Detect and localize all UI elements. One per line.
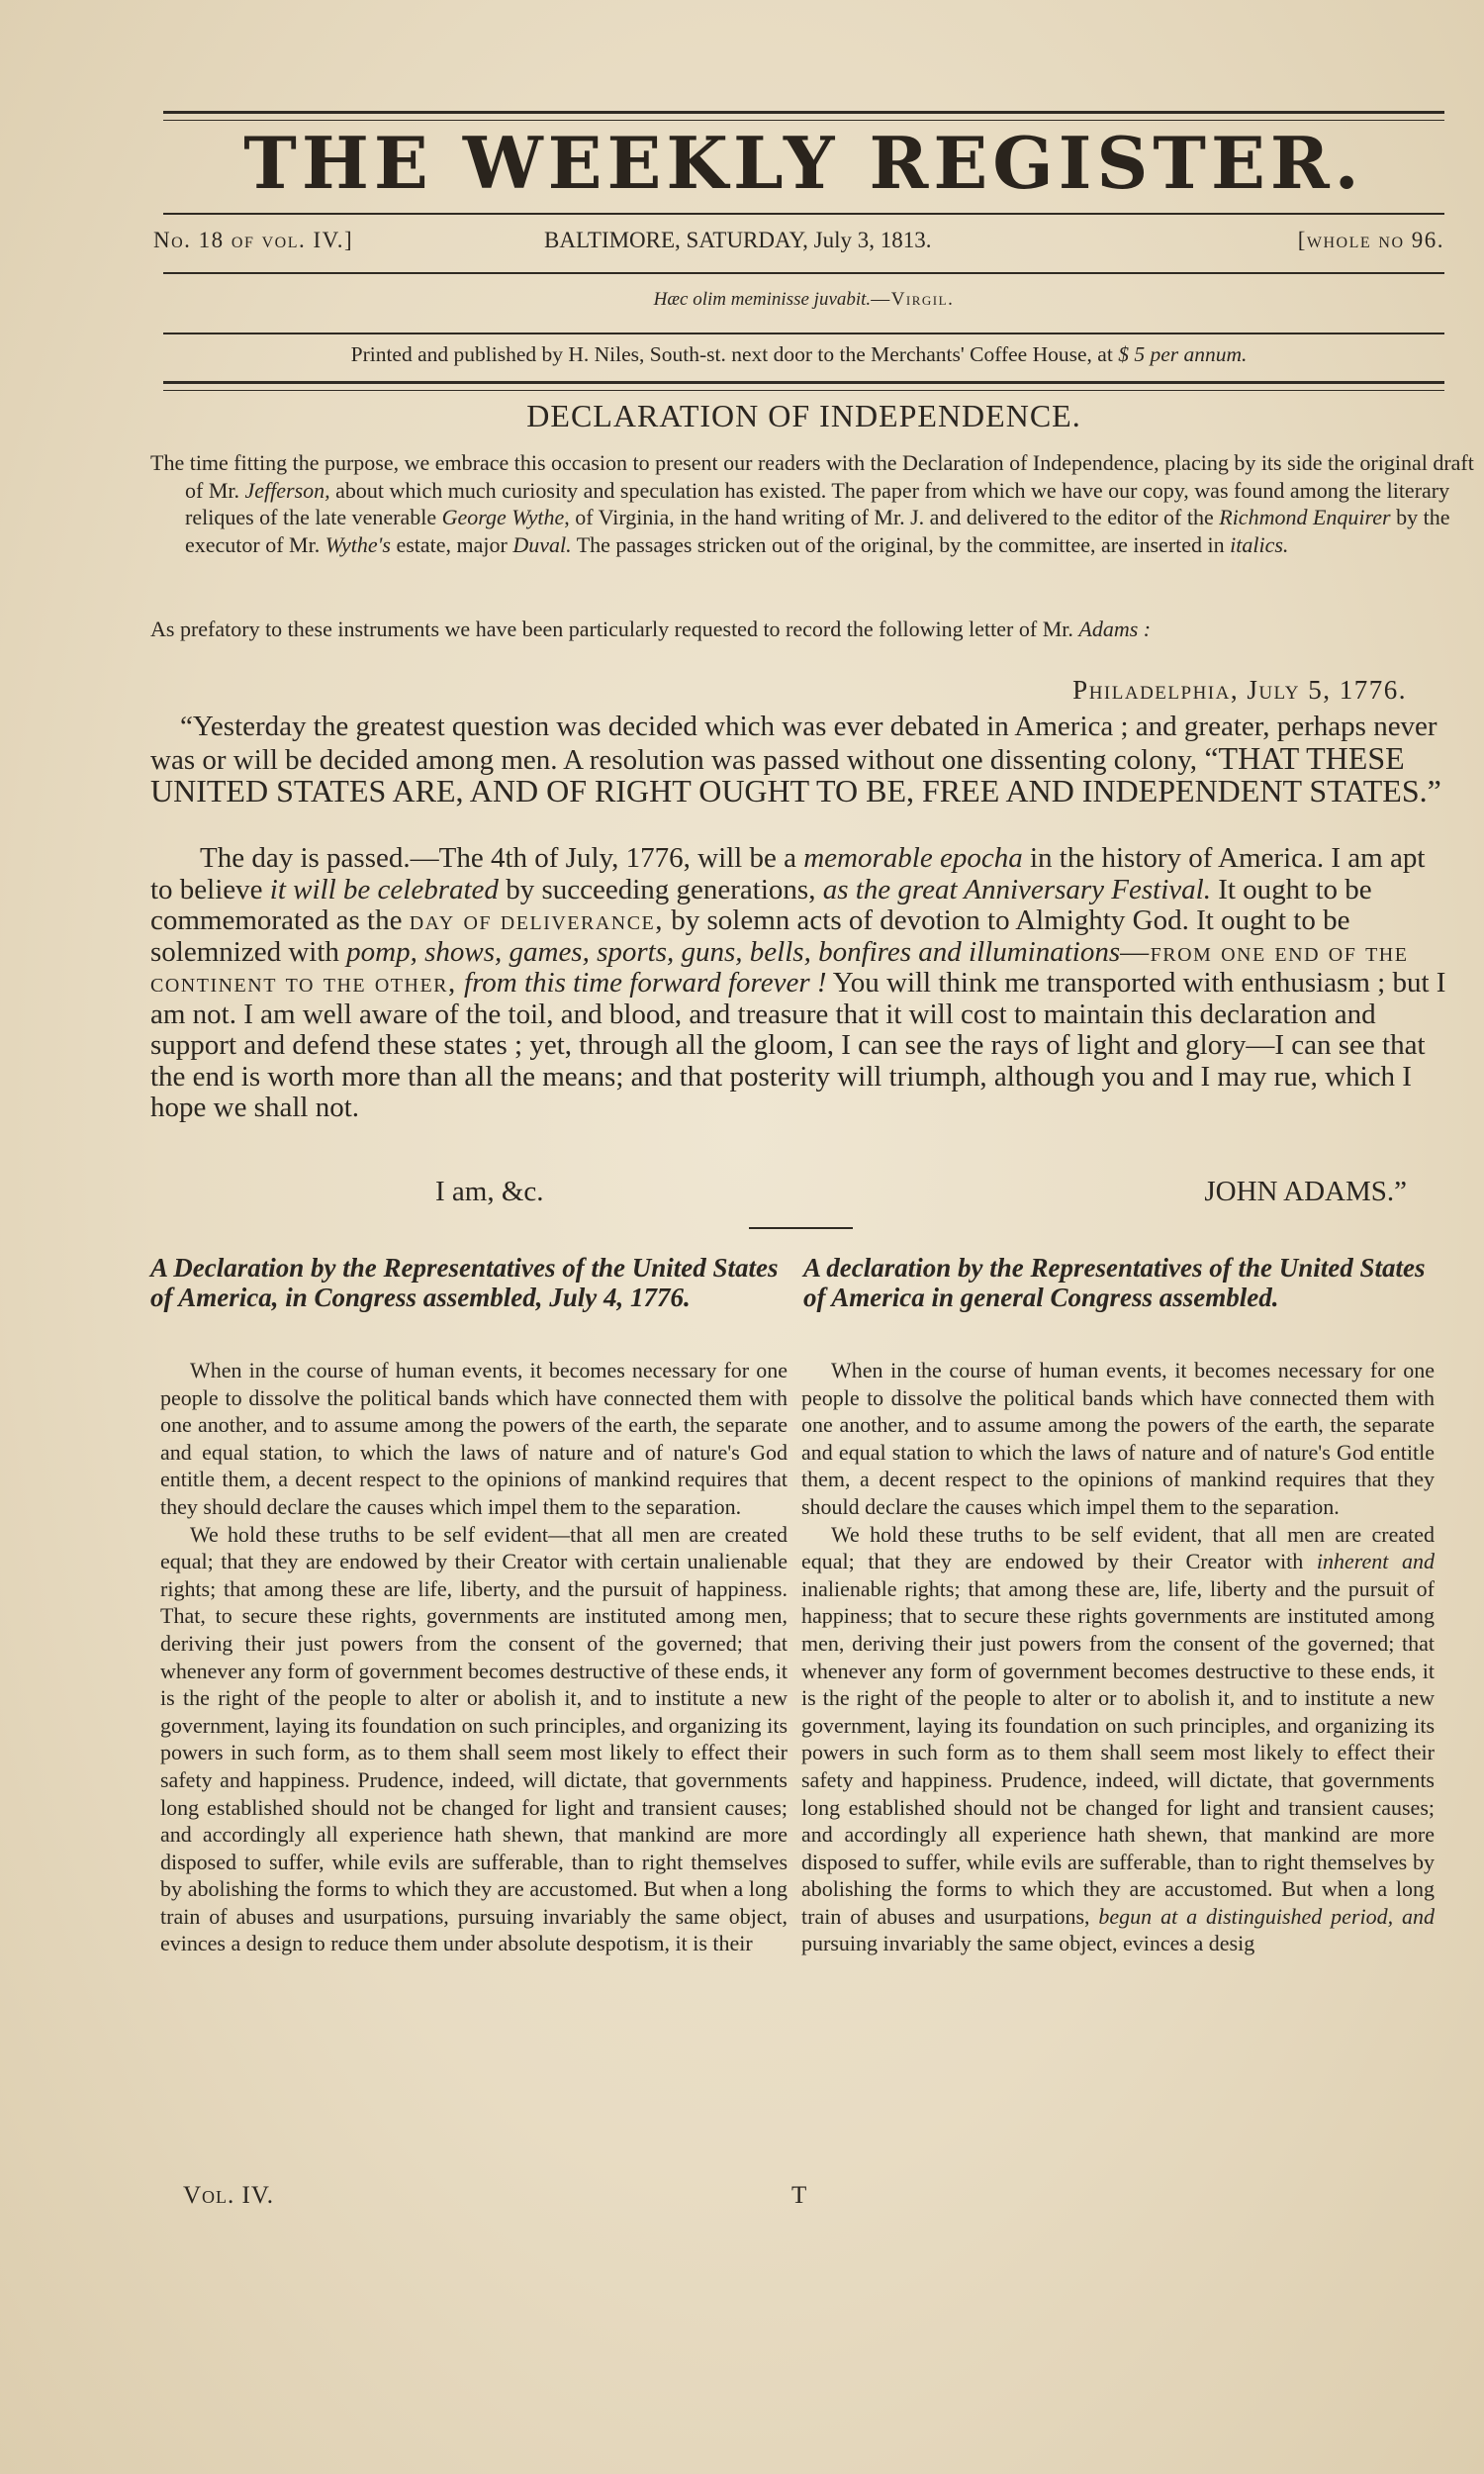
intro-text: by the executor of Mr. xyxy=(185,505,1450,557)
publisher-rule xyxy=(163,381,1444,391)
subscription-price: $ 5 per annum. xyxy=(1118,342,1248,366)
intro-text: estate, major xyxy=(390,531,513,557)
right-column-text xyxy=(801,1357,1435,1957)
letter-text: by solemn acts of devotion to Almighty God. It ought to be solemnized with xyxy=(150,904,1350,968)
right-column-heading: A declaration by the Representatives of the United States of America in general Congress assembled. xyxy=(803,1253,1426,1312)
prefatory-adams: Adams : xyxy=(1078,617,1152,641)
motto-rule xyxy=(163,333,1444,334)
motto-author: —Virgil. xyxy=(871,289,955,310)
issue-line xyxy=(153,228,1444,257)
prefatory-paragraph xyxy=(150,616,1481,643)
letter-closing: I am, &c. xyxy=(435,1176,544,1207)
left-column-text xyxy=(160,1357,788,1957)
letter-text: You will think me transported with enthusiasm ; but I am not. I am well aware of the toil, and blood, and treasure that it will cost to maintain this declaration and support and defend these states ; yet, through all the gloom, I can see the rays of light and glory—I can see that the end is worth more than all the means; and that posterity will triumph, although you and I may rue, which I hope we shall not. xyxy=(150,967,1446,1123)
intro-text: The time fitting the purpose, we embrace this occasion to present our readers with the Declaration of Independence, placing by its side the original draft of Mr. xyxy=(150,450,1474,503)
letter-text: “Yesterday the greatest question was decided which was ever debated in America ; and greater, perhaps never was or will be decided among men. A resolution was passed without one dissenting colony, xyxy=(150,711,1438,776)
right-column-text-run: We hold these truths to be self evident, that all men are created equal; that they are endowed by their Creator with xyxy=(801,1521,1435,1574)
masthead-top-rule xyxy=(163,111,1444,121)
masthead-title: THE WEEKLY REGISTER. xyxy=(243,121,1364,205)
right-column-paragraph-1: When in the course of human events, it becomes necessary for one people to dissolve the political bands which have connected them with one another, and to assume among the powers of the earth, the separate and equal station to which the laws of nature and of nature's God entitle them, a decent respect to the opinions of mankind requires that they should declare the causes which impel them to the separation. xyxy=(801,1358,1435,1519)
section-divider xyxy=(749,1227,853,1229)
letter-emphasis: as the great Anniversary Festival. xyxy=(822,873,1211,905)
letter-dateline: Philadelphia, July 5, 1776. xyxy=(1072,675,1407,705)
letter-text: It ought to be commemorated as the xyxy=(150,873,1372,936)
intro-text: about which much curiosity and speculation has existed. The paper from which we have our copy, was found among the literary reliques of the late venerable xyxy=(185,477,1450,529)
issue-whole-number: [whole no 96. xyxy=(1297,228,1444,252)
prefatory-text: As prefatory to these instruments we have been particularly requested to record the following letter of Mr. xyxy=(150,617,1079,641)
letter-emphasis: memorable epocha xyxy=(803,842,1023,874)
issue-rule xyxy=(163,272,1444,274)
left-column-paragraph-1: When in the course of human events, it becomes necessary for one people to dissolve the political bands which have connected them with one another, and to assume among the powers of the earth, the separate and equal station, to which the laws of nature and of nature's God entitle them, a decent respect to the opinions of mankind requires that they should declare the causes which impel them to the separation. xyxy=(160,1358,788,1519)
intro-duval: Duval. xyxy=(512,531,572,557)
letter-emphasis: it will be celebrated xyxy=(269,873,499,905)
letter-signature: JOHN ADAMS.” xyxy=(1204,1176,1407,1207)
right-column-italic-run: begun at a distinguished period, and xyxy=(1098,1903,1435,1929)
footer-volume: Vol. IV. xyxy=(183,2182,274,2209)
masthead-bottom-rule xyxy=(163,213,1444,215)
publisher-text: Printed and published by H. Niles, South-st. next door to the Merchants' Coffee House, at xyxy=(350,342,1119,366)
intro-wythes: Wythe's xyxy=(325,531,391,557)
intro-italics: italics. xyxy=(1230,531,1289,557)
publisher-line xyxy=(148,342,1449,367)
intro-jefferson: Jefferson, xyxy=(244,477,330,503)
issue-number: No. 18 of vol. IV.] xyxy=(153,228,354,252)
right-column-paragraph-2 xyxy=(801,1521,1435,1958)
letter-paragraph-1 xyxy=(150,712,1446,809)
right-column-italic-run: inherent and xyxy=(1316,1549,1435,1574)
article-headline: DECLARATION OF INDEPENDENCE. xyxy=(526,398,1081,433)
letter-resolution: “THAT THESE UNITED STATES ARE, AND OF RIGHT OUGHT TO BE, FREE AND INDEPENDENT STATES.” xyxy=(150,739,1441,809)
intro-text: The passages stricken out of the original, by the committee, are inserted in xyxy=(571,531,1231,557)
intro-enquirer: Richmond Enquirer xyxy=(1219,505,1391,529)
left-column-heading: A Declaration by the Representatives of the United States of America, in Congress assembled, July 4, 1776. xyxy=(150,1253,779,1312)
letter-smallcaps: day of deliverance, xyxy=(409,904,665,936)
letter-text: The day is passed.—The 4th of July, 1776, will be a xyxy=(200,842,804,874)
letter-text: by succeeding generations, xyxy=(498,873,823,905)
right-column-text-run: inalienable rights; that among these are, life, liberty and the pursuit of happiness; that to secure these rights governments are instituted among men, deriving their just powers from the consent of the governed; that whenever any form of government becomes destructive to these ends, it is the right of the people to alter or to abolish it, and to institute a new government, laying its foundation on such principles, and organizing its powers in such form as to them shall seem most likely to effect their safety and happiness. Prudence, indeed, will dictate, that governments long established should not be changed for light and transient causes; and accordingly all experience hath shewn, that mankind are more disposed to suffer, while evils are sufferable, than to right themselves by abolishing the forms to which they are accustomed. But when a long train of abuses and usurpations, xyxy=(801,1575,1435,1929)
footer-signature-mark: T xyxy=(791,2182,808,2209)
motto xyxy=(163,289,1444,311)
intro-text: , of Virginia, in the hand writing of Mr. J. and delivered to the editor of the xyxy=(564,505,1220,529)
letter-paragraph-2 xyxy=(150,843,1446,1124)
right-column-text-run: pursuing invariably the same object, evinces a desig xyxy=(801,1931,1255,1956)
intro-paragraph xyxy=(150,449,1481,558)
letter-emphasis: pomp, shows, games, sports, guns, bells, bonfires and illuminations xyxy=(346,935,1121,968)
letter-emphasis: from this time forward forever ! xyxy=(456,967,827,999)
letter-text: in the history of America. I am apt to believe xyxy=(150,842,1426,905)
letter-smallcaps: —from one end of the continent to the other, xyxy=(150,935,1409,999)
issue-place-date: BALTIMORE, SATURDAY, July 3, 1813. xyxy=(544,228,932,252)
left-column-paragraph-2: We hold these truths to be self evident—that all men are created equal; that they are endowed by their Creator with certain unalienable rights; that among these are life, liberty, and the pursuit of happiness. That, to secure these rights, governments are instituted among men, deriving their just powers from the consent of the governed; that whenever any form of government becomes destructive of these ends, it is the right of the people to alter or abolish it, and to institute a new government, laying its foundation on such principles, and organizing its powers in such form, as to them shall seem most likely to effect their safety and happiness. Prudence, indeed, will dictate, that governments long established should not be changed for light and transient causes; and accordingly all experience hath shewn, that mankind are more disposed to suffer, while evils are sufferable, than to right themselves by abolishing the forms to which they are accustomed. But when a long train of abuses and usurpations, pursuing invariably the same object, evinces a design to reduce them under absolute despotism, it is their xyxy=(160,1521,788,1956)
intro-wythe: George Wythe xyxy=(441,505,565,529)
motto-latin: Hæc olim meminisse juvabit. xyxy=(653,289,872,310)
